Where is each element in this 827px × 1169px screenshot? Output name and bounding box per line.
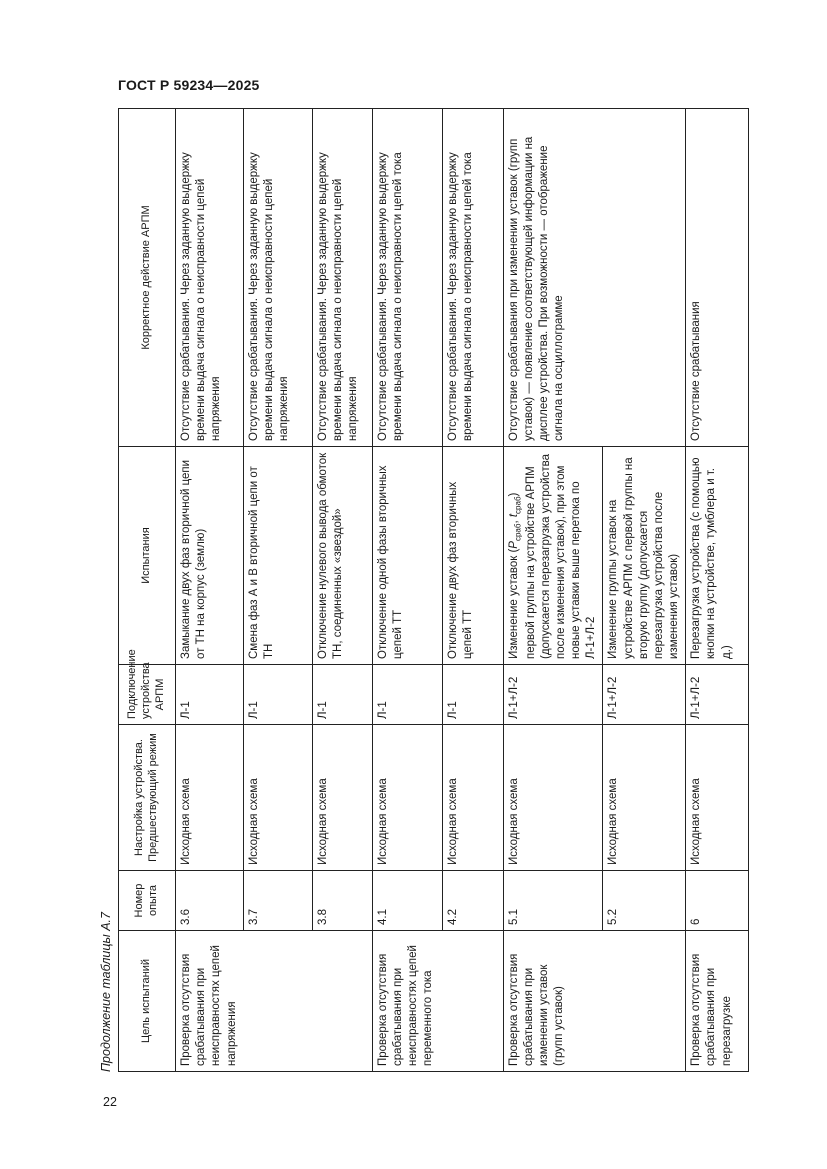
cell-action: Отсутствие срабатывания. Через заданную выдержку времени выдача сигнала о неисправности цепей напряжения	[176, 109, 244, 447]
cell-mode: Исходная схема	[442, 725, 503, 871]
cell-goal	[603, 931, 686, 1072]
cell-connection: Л-1	[176, 665, 244, 725]
test-text-separator: ,	[507, 517, 520, 524]
table-row	[312, 109, 372, 1072]
cell-connection: Л-1+Л-2	[686, 665, 749, 725]
cell-number: 3.6	[176, 871, 244, 931]
test-text-suffix: ) первой группы на устройстве АРПМ (допускается перезагрузка устройства после изменения уставок), при этом новые уставки выше перетока по Л-1+Л-2	[507, 454, 598, 659]
cell-test: Отключение нулевого вывода обмоток ТН, соединенных «звездой»	[312, 447, 372, 665]
cell-action: Отсутствие срабатывания	[686, 109, 749, 447]
cell-test: Смена фаз А и В вторичной цепи от ТН	[243, 447, 312, 665]
cell-test: Отключение двух фаз вторичных цепей ТТ	[442, 447, 503, 665]
cell-action: Отсутствие срабатывания. Через заданную выдержку времени выдача сигнала о неисправности цепей напряжения	[243, 109, 312, 447]
subscript-srab: сраб	[512, 496, 522, 514]
cell-goal	[243, 931, 312, 1072]
cell-test	[503, 447, 603, 665]
table-row	[503, 109, 603, 1072]
cell-mode: Исходная схема	[312, 725, 372, 871]
subscript-srab: сраб	[512, 523, 522, 542]
cell-number: 4.1	[372, 871, 442, 931]
cell-mode: Исходная схема	[503, 725, 603, 871]
cell-action	[603, 109, 686, 447]
symbol-p: P	[507, 541, 520, 549]
table-row	[686, 109, 749, 1072]
col-header-goal: Цель испытаний	[119, 931, 176, 1072]
cell-connection: Л-1+Л-2	[603, 665, 686, 725]
rotated-page-content	[95, 109, 735, 1110]
cell-test: Замыкание двух фаз вторичной цепи от ТН на корпус (землю)	[176, 447, 244, 665]
cell-mode: Исходная схема	[372, 725, 442, 871]
cell-connection: Л-1	[243, 665, 312, 725]
table-header-row	[119, 109, 176, 1072]
cell-test: Изменение группы уставок на устройстве АРПМ с первой группы на вторую группу (допускается перезагрузка устройства после изменения уставок)	[603, 447, 686, 665]
cell-mode: Исходная схема	[243, 725, 312, 871]
document-code: ГОСТ Р 59234—2025	[118, 77, 260, 93]
cell-connection: Л-1	[372, 665, 442, 725]
table-row	[372, 109, 442, 1072]
cell-goal	[312, 931, 372, 1072]
cell-number: 3.7	[243, 871, 312, 931]
cell-connection: Л-1+Л-2	[503, 665, 603, 725]
col-header-connection: Подключение устройства АРПМ	[119, 665, 176, 725]
cell-connection: Л-1	[442, 665, 503, 725]
table-row	[243, 109, 312, 1072]
cell-goal: Проверка отсутствия срабатывания при неисправностях цепей напряжения	[176, 931, 244, 1072]
cell-test: Отключение одной фазы вторичных цепей ТТ	[372, 447, 442, 665]
col-header-test: Испытания	[119, 447, 176, 665]
cell-action: Отсутствие срабатывания при изменении уставок (групп уставок) — появление соответствующей информации на дисплее устройства. При возможности — отображение сигнала на осциллограмме	[503, 109, 603, 447]
symbol-t: t	[507, 513, 520, 518]
table-row	[442, 109, 503, 1072]
cell-mode: Исходная схема	[603, 725, 686, 871]
cell-goal: Проверка отсутствия срабатывания при неисправностях цепей переменного тока	[372, 931, 442, 1072]
cell-number: 5.1	[503, 871, 603, 931]
table-row	[603, 109, 686, 1072]
cell-number: 5.2	[603, 871, 686, 931]
cell-number: 4.2	[442, 871, 503, 931]
col-header-action: Корректное действие АРПМ	[119, 109, 176, 447]
cell-goal: Проверка отсутствия срабатывания при перезагрузке	[686, 931, 749, 1072]
page-number: 22	[103, 1095, 117, 1110]
table-caption: Продолжение таблицы А.7	[99, 912, 113, 1072]
cell-action: Отсутствие срабатывания. Через заданную выдержку времени выдача сигнала о неисправности цепей напряжения	[312, 109, 372, 447]
test-table	[118, 108, 749, 1072]
cell-goal: Проверка отсутствия срабатывания при изменении уставок (групп уставок)	[503, 931, 603, 1072]
cell-action: Отсутствие срабатывания. Через заданную выдержку времени выдача сигнала о неисправности цепей тока	[372, 109, 442, 447]
cell-action: Отсутствие срабатывания. Через заданную выдержку времени выдача сигнала о неисправности цепей тока	[442, 109, 503, 447]
cell-number: 6	[686, 871, 749, 931]
cell-number: 3.8	[312, 871, 372, 931]
cell-test: Перезагрузка устройства (с помощью кнопки на устройстве, тумблера и т. д.)	[686, 447, 749, 665]
col-header-number: Номер опыта	[119, 871, 176, 931]
cell-goal	[442, 931, 503, 1072]
cell-connection: Л-1	[312, 665, 372, 725]
cell-mode: Исходная схема	[686, 725, 749, 871]
col-header-mode: Настройка устройства. Предшествующий режим	[119, 725, 176, 871]
test-text-prefix: Изменение уставок (	[507, 548, 520, 659]
cell-mode: Исходная схема	[176, 725, 244, 871]
table-row	[176, 109, 244, 1072]
